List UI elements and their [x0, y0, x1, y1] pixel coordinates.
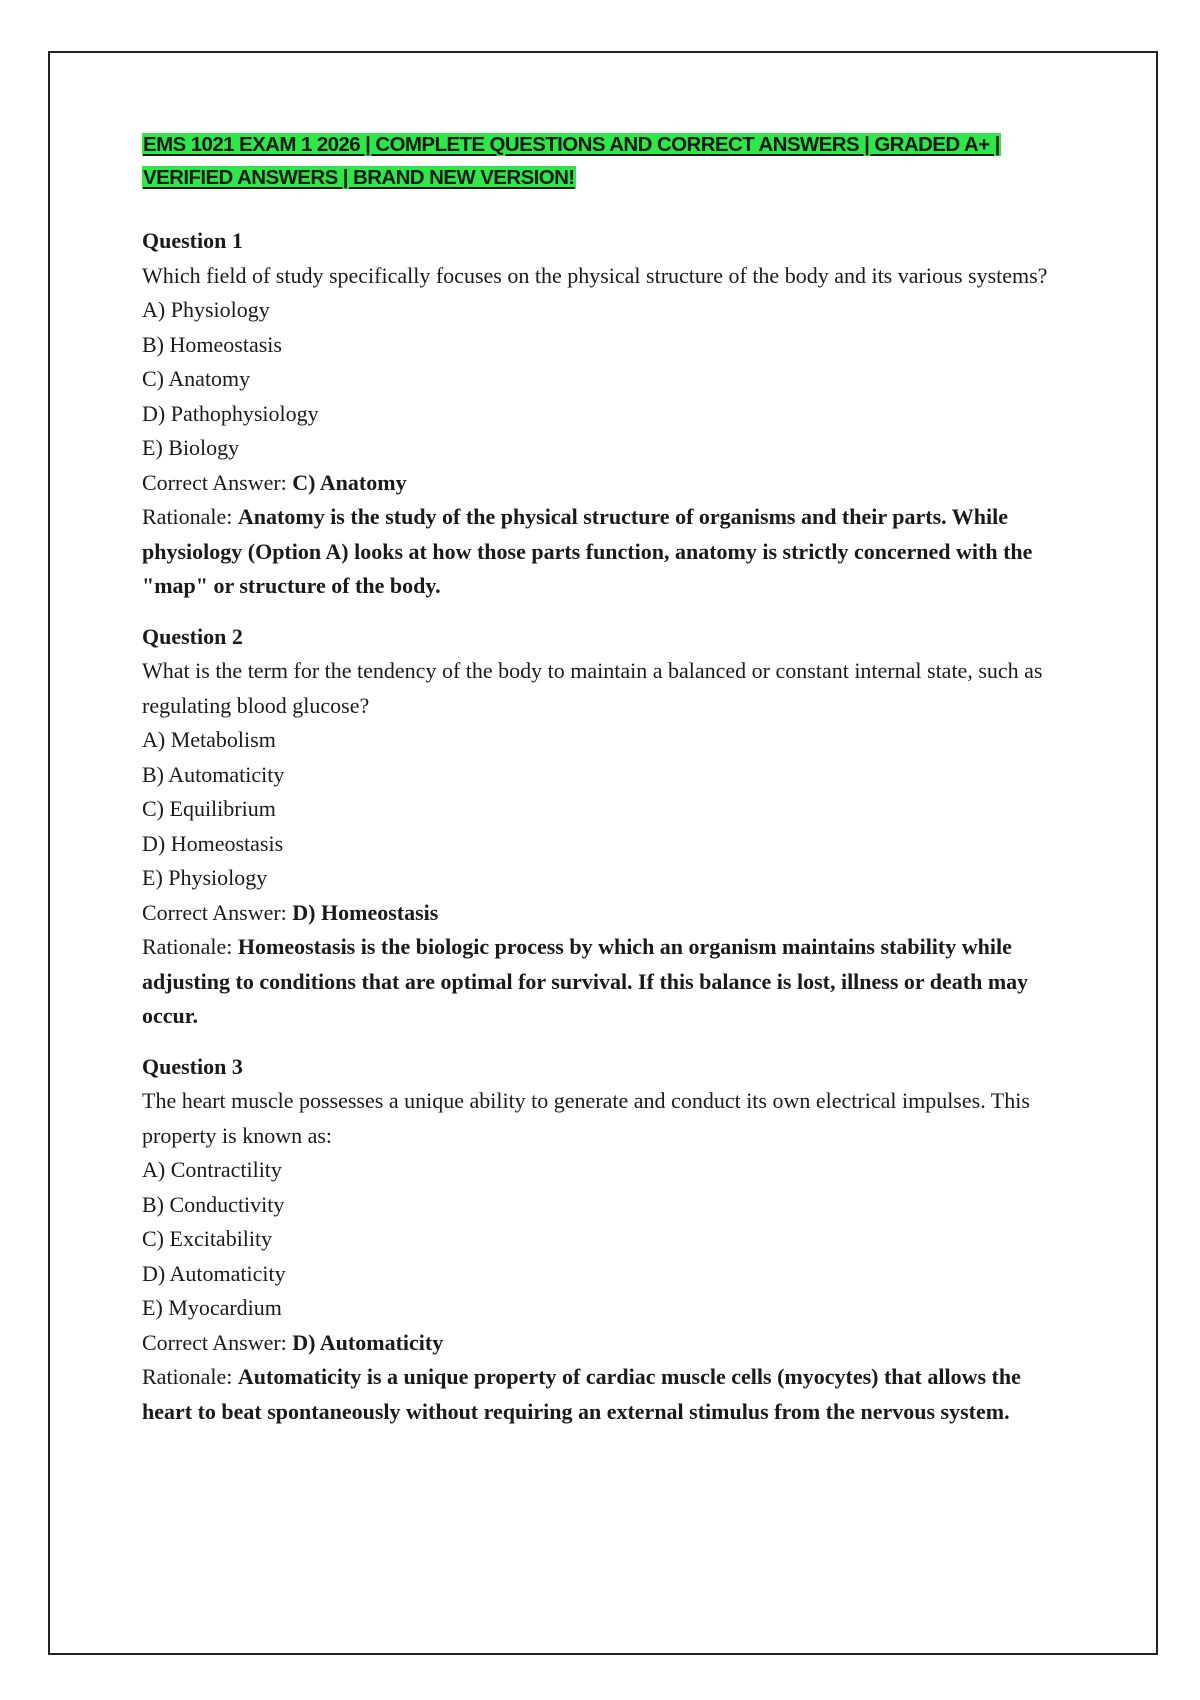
rationale-text: Automaticity is a unique property of cardiac muscle cells (myocytes) that allows the heart to beat spontaneously without requiring an external stimulus from the nervous system. [142, 1364, 1021, 1424]
rationale-text: Anatomy is the study of the physical structure of organisms and their parts. While physiology (Option A) looks at how those parts function, anatomy is strictly concerned with the "map" or structure of the body. [142, 504, 1033, 598]
question-heading: Question 3 [142, 1053, 243, 1079]
question-text: Which field of study specifically focuses on the physical structure of the body and its various systems? [142, 262, 1048, 288]
correct-answer [142, 466, 1062, 501]
correct-answer [142, 1326, 1062, 1361]
rationale-label: Rationale: [142, 1364, 233, 1389]
correct-answer-label: Correct Answer: [142, 1329, 287, 1355]
answer-option-c: C) Equilibrium [142, 796, 276, 821]
answer-option-d: D) Automaticity [142, 1260, 286, 1286]
question-heading: Question 1 [142, 228, 243, 253]
answer-option-b: B) Conductivity [142, 1191, 285, 1217]
answer-option-c: C) Excitability [142, 1226, 273, 1251]
rationale [142, 500, 1062, 604]
document-title [142, 128, 1062, 194]
document-body [142, 128, 1062, 1445]
rationale [142, 1360, 1062, 1429]
question-text: What is the term for the tendency of the body to maintain a balanced or constant internal state, such as regulating blood glucose? [142, 658, 1043, 718]
question-text: The heart muscle possesses a unique ability to generate and conduct its own electrical impulses. This property is known as: [142, 1088, 1030, 1148]
answer-option-e: E) Biology [142, 435, 240, 460]
answer-option-b: B) Automaticity [142, 761, 285, 787]
correct-answer-label: Correct Answer: [142, 899, 287, 925]
answer-option-a: A) Contractility [142, 1157, 282, 1182]
answer-option-d: D) Pathophysiology [142, 400, 319, 426]
answer-option-b: B) Homeostasis [142, 331, 282, 357]
answer-option-a: A) Physiology [142, 297, 270, 322]
correct-answer-value: D) Homeostasis [292, 899, 439, 925]
answer-option-e: E) Physiology [142, 865, 268, 890]
document-title-text: EMS 1021 EXAM 1 2026 | COMPLETE QUESTIONS AND CORRECT ANSWERS | GRADED A+ | VERIFIED ANSWERS | BRAND NEW VERSION! [143, 133, 1000, 189]
answer-option-c: C) Anatomy [142, 366, 251, 391]
answer-option-d: D) Homeostasis [142, 830, 284, 856]
correct-answer [142, 896, 1062, 931]
rationale-label: Rationale: [142, 934, 233, 959]
question-block-1 [142, 224, 1062, 604]
answer-option-e: E) Myocardium [142, 1295, 282, 1320]
question-block-3 [142, 1050, 1062, 1430]
question-heading: Question 2 [142, 623, 243, 649]
correct-answer-value: D) Automaticity [292, 1329, 444, 1355]
rationale [142, 930, 1062, 1034]
rationale-label: Rationale: [142, 504, 233, 529]
correct-answer-label: Correct Answer: [142, 469, 287, 495]
question-block-2 [142, 620, 1062, 1034]
answer-option-a: A) Metabolism [142, 727, 276, 752]
correct-answer-value: C) Anatomy [292, 469, 407, 495]
rationale-text: Homeostasis is the biologic process by which an organism maintains stability while adjusting to conditions that are optimal for survival. If this balance is lost, illness or death may occur. [142, 934, 1029, 1028]
